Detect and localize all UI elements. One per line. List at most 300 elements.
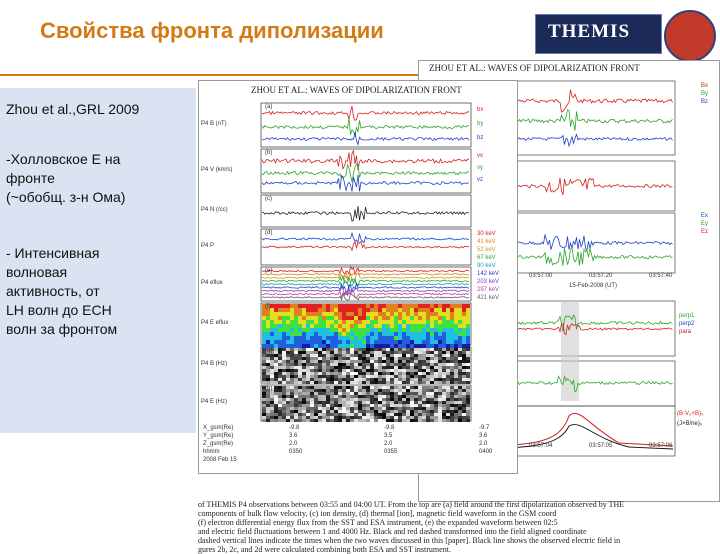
e-spectrum-cell: [402, 395, 406, 398]
e-spectrum-cell: [350, 410, 354, 413]
wave-spectrum-cell: [418, 372, 422, 375]
e-spectrum-cell: [342, 398, 346, 401]
e-spectrum-cell: [322, 419, 326, 422]
wave-spectrum-cell: [450, 378, 454, 381]
wave-spectrum-cell: [366, 354, 370, 357]
wave-spectrum-cell: [386, 381, 390, 384]
e-spectrum-cell: [310, 401, 314, 404]
spectrogram-cell: [466, 332, 470, 336]
spectrogram-cell: [394, 312, 398, 316]
spectrogram-cell: [326, 332, 330, 336]
wave-spectrum-cell: [342, 366, 346, 369]
e-spectrum-cell: [366, 413, 370, 416]
spectrogram-cell: [286, 320, 290, 324]
e-spectrum-cell: [318, 395, 322, 398]
wave-spectrum-cell: [434, 363, 438, 366]
e-spectrum-cell: [374, 401, 378, 404]
e-spectrum-cell: [402, 416, 406, 419]
wave-spectrum-cell: [418, 351, 422, 354]
spectrogram-cell: [270, 324, 274, 328]
spectrogram-cell: [386, 308, 390, 312]
e-spectrum-cell: [438, 416, 442, 419]
e-spectrum-cell: [458, 410, 462, 413]
wave-spectrum-cell: [286, 363, 290, 366]
spectrogram-cell: [414, 336, 418, 340]
e-spectrum-cell: [310, 419, 314, 422]
e-spectrum-cell: [310, 389, 314, 392]
e-spectrum-cell: [358, 407, 362, 410]
spectrogram-cell: [338, 304, 342, 308]
wave-spectrum-cell: [342, 378, 346, 381]
e-spectrum-cell: [466, 392, 470, 395]
spectrogram-cell: [342, 304, 346, 308]
wave-spectrum-cell: [282, 366, 286, 369]
wave-spectrum-cell: [458, 369, 462, 372]
wave-spectrum-cell: [462, 363, 466, 366]
e-spectrum-cell: [338, 416, 342, 419]
e-spectrum-cell: [462, 404, 466, 407]
wave-spectrum-cell: [330, 363, 334, 366]
wave-spectrum-cell: [398, 351, 402, 354]
spectrogram-cell: [378, 324, 382, 328]
e-spectrum-cell: [446, 389, 450, 392]
e-spectrum-cell: [386, 398, 390, 401]
spectrogram-cell: [266, 320, 270, 324]
spectrogram-cell: [326, 316, 330, 320]
spectrogram-cell: [374, 324, 378, 328]
spectrogram-cell: [338, 320, 342, 324]
wave-spectrum-cell: [406, 351, 410, 354]
wave-spectrum-cell: [374, 357, 378, 360]
spectrogram-cell: [350, 336, 354, 340]
wave-spectrum-cell: [262, 381, 266, 384]
spectrogram-cell: [282, 320, 286, 324]
spectrogram-cell: [438, 308, 442, 312]
wave-spectrum-cell: [410, 357, 414, 360]
e-spectrum-cell: [426, 410, 430, 413]
e-spectrum-cell: [466, 407, 470, 410]
figure-front: [198, 80, 518, 474]
wave-spectrum-cell: [378, 360, 382, 363]
institution-seal-icon: [664, 10, 716, 62]
wave-spectrum-cell: [322, 363, 326, 366]
spectrogram-cell: [342, 308, 346, 312]
wave-spectrum-cell: [274, 378, 278, 381]
themis-logo: [535, 14, 662, 54]
e-spectrum-cell: [446, 386, 450, 389]
e-spectrum-cell: [310, 395, 314, 398]
e-spectrum-cell: [330, 413, 334, 416]
e-spectrum-cell: [454, 392, 458, 395]
wave-spectrum-cell: [398, 375, 402, 378]
spectrogram-cell: [454, 324, 458, 328]
e-spectrum-cell: [390, 404, 394, 407]
wave-spectrum-cell: [382, 381, 386, 384]
e-spectrum-cell: [274, 413, 278, 416]
e-spectrum-cell: [282, 407, 286, 410]
spectrogram-cell: [282, 312, 286, 316]
wave-spectrum-cell: [270, 381, 274, 384]
wave-spectrum-cell: [326, 354, 330, 357]
spectrogram-cell: [310, 320, 314, 324]
wave-spectrum-cell: [294, 348, 298, 351]
e-spectrum-cell: [410, 407, 414, 410]
wave-spectrum-cell: [266, 354, 270, 357]
spectrogram-cell: [446, 332, 450, 336]
wave-spectrum-cell: [366, 372, 370, 375]
wave-spectrum-cell: [286, 378, 290, 381]
wave-spectrum-cell: [386, 357, 390, 360]
e-spectrum-cell: [442, 410, 446, 413]
spectrogram-cell: [286, 336, 290, 340]
wave-spectrum-cell: [286, 351, 290, 354]
spectrogram-cell: [322, 328, 326, 332]
wave-spectrum-cell: [390, 354, 394, 357]
spectrogram-cell: [338, 340, 342, 344]
spectrogram-cell: [278, 336, 282, 340]
e-spectrum-cell: [362, 386, 366, 389]
spectrogram-cell: [274, 320, 278, 324]
wave-spectrum-cell: [382, 378, 386, 381]
e-spectrum-cell: [366, 419, 370, 422]
e-spectrum-cell: [262, 404, 266, 407]
spectrogram-cell: [286, 332, 290, 336]
e-spectrum-cell: [466, 419, 470, 422]
e-spectrum-cell: [338, 419, 342, 422]
wave-spectrum-cell: [274, 375, 278, 378]
spectrogram-cell: [450, 316, 454, 320]
wave-spectrum-cell: [454, 378, 458, 381]
wave-spectrum-cell: [330, 360, 334, 363]
wave-spectrum-cell: [374, 378, 378, 381]
e-spectrum-cell: [302, 407, 306, 410]
e-spectrum-cell: [270, 392, 274, 395]
wave-spectrum-cell: [282, 354, 286, 357]
spectrogram-cell: [278, 312, 282, 316]
e-spectrum-cell: [294, 404, 298, 407]
spectrogram-cell: [434, 324, 438, 328]
e-spectrum-cell: [406, 416, 410, 419]
e-spectrum-cell: [306, 398, 310, 401]
e-spectrum-cell: [314, 410, 318, 413]
front-trace-bx: [262, 106, 469, 120]
spectrogram-cell: [318, 344, 322, 348]
spectrogram-cell: [318, 312, 322, 316]
e-spectrum-cell: [358, 410, 362, 413]
wave-spectrum-cell: [442, 351, 446, 354]
back-tick-2: 03:57:20: [589, 273, 613, 279]
wave-spectrum-cell: [338, 360, 342, 363]
wave-spectrum-cell: [262, 372, 266, 375]
wave-spectrum-cell: [406, 357, 410, 360]
e-spectrum-cell: [306, 410, 310, 413]
wave-spectrum-cell: [298, 372, 302, 375]
wave-spectrum-cell: [466, 348, 470, 351]
wave-spectrum-cell: [390, 372, 394, 375]
wave-spectrum-cell: [394, 378, 398, 381]
e-spectrum-cell: [298, 392, 302, 395]
spectrogram-cell: [366, 320, 370, 324]
spectrogram-cell: [378, 308, 382, 312]
e-spectrum-cell: [466, 404, 470, 407]
wave-spectrum-cell: [394, 357, 398, 360]
spectrogram-cell: [462, 328, 466, 332]
e-spectrum-cell: [382, 398, 386, 401]
wave-spectrum-cell: [330, 375, 334, 378]
wave-spectrum-cell: [314, 372, 318, 375]
wave-spectrum-cell: [354, 351, 358, 354]
spectrogram-cell: [398, 312, 402, 316]
e-spectrum-cell: [330, 395, 334, 398]
spectrogram-cell: [462, 316, 466, 320]
e-spectrum-cell: [402, 413, 406, 416]
spectrogram-cell: [394, 336, 398, 340]
e-spectrum-cell: [434, 407, 438, 410]
e-spectrum-cell: [466, 398, 470, 401]
spectrogram-cell: [338, 324, 342, 328]
spectrogram-cell: [386, 336, 390, 340]
e-spectrum-cell: [286, 404, 290, 407]
spectrogram-cell: [454, 328, 458, 332]
wave-spectrum-cell: [378, 381, 382, 384]
e-spectrum-cell: [270, 401, 274, 404]
wave-spectrum-cell: [302, 351, 306, 354]
e-spectrum-cell: [438, 398, 442, 401]
e-spectrum-cell: [346, 416, 350, 419]
spectrogram-cell: [318, 332, 322, 336]
e-spectrum-cell: [390, 401, 394, 404]
wave-spectrum-cell: [306, 351, 310, 354]
wave-spectrum-cell: [314, 351, 318, 354]
wave-spectrum-cell: [450, 360, 454, 363]
spectrogram-cell: [330, 320, 334, 324]
spectrogram-cell: [418, 340, 422, 344]
e-spectrum-cell: [466, 416, 470, 419]
e-spectrum-cell: [306, 401, 310, 404]
e-spectrum-cell: [426, 389, 430, 392]
spectrogram-cell: [354, 328, 358, 332]
spectrogram-cell: [410, 336, 414, 340]
e-spectrum-cell: [446, 398, 450, 401]
spectrogram-cell: [350, 332, 354, 336]
e-spectrum-cell: [350, 404, 354, 407]
wave-spectrum-cell: [346, 363, 350, 366]
e-spectrum-cell: [290, 386, 294, 389]
e-spectrum-cell: [290, 410, 294, 413]
wave-spectrum-cell: [410, 363, 414, 366]
spectrogram-cell: [326, 340, 330, 344]
wave-spectrum-cell: [294, 381, 298, 384]
wave-spectrum-cell: [390, 348, 394, 351]
spectrogram-cell: [366, 340, 370, 344]
wave-spectrum-cell: [358, 378, 362, 381]
wave-spectrum-cell: [378, 369, 382, 372]
spectrogram-cell: [458, 336, 462, 340]
spectrogram-cell: [458, 304, 462, 308]
spectrogram-cell: [466, 324, 470, 328]
spectrogram-cell: [450, 320, 454, 324]
spectrogram-cell: [422, 312, 426, 316]
e-spectrum-cell: [398, 407, 402, 410]
spectrogram-cell: [466, 320, 470, 324]
e-spectrum-cell: [334, 389, 338, 392]
wave-spectrum-cell: [290, 378, 294, 381]
wave-spectrum-cell: [462, 372, 466, 375]
e-spectrum-cell: [386, 404, 390, 407]
wave-spectrum-cell: [434, 354, 438, 357]
e-spectrum-cell: [306, 413, 310, 416]
spectrogram-cell: [370, 324, 374, 328]
spectrogram-cell: [286, 316, 290, 320]
e-spectrum-cell: [430, 395, 434, 398]
e-spectrum-cell: [262, 398, 266, 401]
spectrogram-cell: [422, 304, 426, 308]
wave-spectrum-cell: [306, 360, 310, 363]
e-spectrum-cell: [374, 416, 378, 419]
wave-spectrum-cell: [290, 348, 294, 351]
e-spectrum-cell: [334, 401, 338, 404]
e-spectrum-cell: [442, 416, 446, 419]
e-spectrum-cell: [378, 398, 382, 401]
spectrogram-cell: [290, 344, 294, 348]
wave-spectrum-cell: [414, 360, 418, 363]
back-highlight-band: [561, 301, 579, 401]
wave-spectrum-cell: [426, 372, 430, 375]
spectrogram-cell: [438, 328, 442, 332]
e-spectrum-cell: [398, 416, 402, 419]
spectrogram-cell: [314, 340, 318, 344]
spectrogram-cell: [422, 336, 426, 340]
e-spectrum-cell: [282, 392, 286, 395]
e-spectrum-cell: [286, 413, 290, 416]
spectrogram-cell: [398, 328, 402, 332]
spectrogram-cell: [406, 316, 410, 320]
spectrogram-cell: [326, 328, 330, 332]
energy-label: 90 keV: [477, 263, 496, 269]
e-spectrum-cell: [334, 419, 338, 422]
spectrogram-cell: [330, 312, 334, 316]
spectrogram-cell: [326, 324, 330, 328]
wave-spectrum-cell: [346, 378, 350, 381]
e-spectrum-cell: [454, 395, 458, 398]
e-spectrum-cell: [358, 395, 362, 398]
e-spectrum-cell: [310, 410, 314, 413]
e-spectrum-cell: [418, 401, 422, 404]
e-spectrum-cell: [422, 395, 426, 398]
e-spectrum-cell: [430, 410, 434, 413]
panel-letter: (g): [265, 348, 273, 354]
e-spectrum-cell: [394, 392, 398, 395]
wave-spectrum-cell: [438, 360, 442, 363]
wave-spectrum-cell: [290, 366, 294, 369]
spectrogram-cell: [446, 304, 450, 308]
spectrogram-cell: [390, 336, 394, 340]
y-axis-label: P4 B (Hz): [201, 361, 228, 367]
e-spectrum-cell: [458, 401, 462, 404]
spectrogram-cell: [306, 324, 310, 328]
back-tick-4: 03:57:04: [529, 443, 553, 449]
e-spectrum-cell: [466, 413, 470, 416]
e-spectrum-cell: [354, 392, 358, 395]
e-spectrum-cell: [306, 389, 310, 392]
e-spectrum-cell: [266, 413, 270, 416]
e-spectrum-cell: [402, 419, 406, 422]
e-spectrum-cell: [418, 395, 422, 398]
energy-label: 297 keV: [477, 287, 500, 293]
spectrogram-cell: [354, 332, 358, 336]
wave-spectrum-cell: [362, 375, 366, 378]
e-spectrum-cell: [274, 407, 278, 410]
spectrogram-cell: [398, 336, 402, 340]
wave-spectrum-cell: [302, 354, 306, 357]
wave-spectrum-cell: [410, 366, 414, 369]
e-spectrum-cell: [410, 395, 414, 398]
spectrogram-cell: [282, 328, 286, 332]
e-spectrum-cell: [382, 392, 386, 395]
e-spectrum-cell: [454, 398, 458, 401]
wave-spectrum-cell: [342, 351, 346, 354]
spectrogram-cell: [334, 328, 338, 332]
spectrogram-cell: [350, 324, 354, 328]
spectrogram-cell: [286, 324, 290, 328]
wave-spectrum-cell: [454, 354, 458, 357]
wave-spectrum-cell: [318, 375, 322, 378]
wave-spectrum-cell: [426, 381, 430, 384]
wave-spectrum-cell: [310, 357, 314, 360]
wave-spectrum-cell: [430, 366, 434, 369]
wave-spectrum-cell: [454, 372, 458, 375]
wave-spectrum-cell: [402, 351, 406, 354]
wave-spectrum-cell: [346, 348, 350, 351]
spectrogram-cell: [270, 328, 274, 332]
e-spectrum-cell: [298, 404, 302, 407]
e-spectrum-cell: [322, 401, 326, 404]
e-spectrum-cell: [410, 392, 414, 395]
wave-spectrum-cell: [426, 351, 430, 354]
y-axis-label: P4 E (Hz): [201, 399, 228, 405]
spectrogram-cell: [402, 340, 406, 344]
spectrogram-cell: [266, 324, 270, 328]
spectrogram-cell: [418, 312, 422, 316]
e-spectrum-cell: [338, 398, 342, 401]
wave-spectrum-cell: [418, 348, 422, 351]
wave-spectrum-cell: [354, 372, 358, 375]
wave-spectrum-cell: [294, 369, 298, 372]
wave-spectrum-cell: [334, 378, 338, 381]
footer-value: 2.0: [384, 441, 393, 447]
footer-value: -9.7: [479, 425, 490, 431]
spectrogram-cell: [450, 344, 454, 348]
e-spectrum-cell: [382, 404, 386, 407]
e-spectrum-cell: [462, 419, 466, 422]
e-spectrum-cell: [390, 386, 394, 389]
front-trace-bz: [262, 132, 469, 145]
e-spectrum-cell: [370, 416, 374, 419]
e-spectrum-cell: [398, 410, 402, 413]
spectrogram-cell: [290, 316, 294, 320]
spectrogram-cell: [274, 316, 278, 320]
spectrogram-cell: [390, 304, 394, 308]
spectrogram-cell: [434, 316, 438, 320]
e-spectrum-cell: [342, 395, 346, 398]
wave-spectrum-cell: [426, 357, 430, 360]
spectrogram-cell: [302, 316, 306, 320]
spectrogram-cell: [314, 336, 318, 340]
spectrogram-cell: [294, 344, 298, 348]
wave-spectrum-cell: [298, 360, 302, 363]
wave-spectrum-cell: [458, 357, 462, 360]
wave-spectrum-cell: [294, 351, 298, 354]
